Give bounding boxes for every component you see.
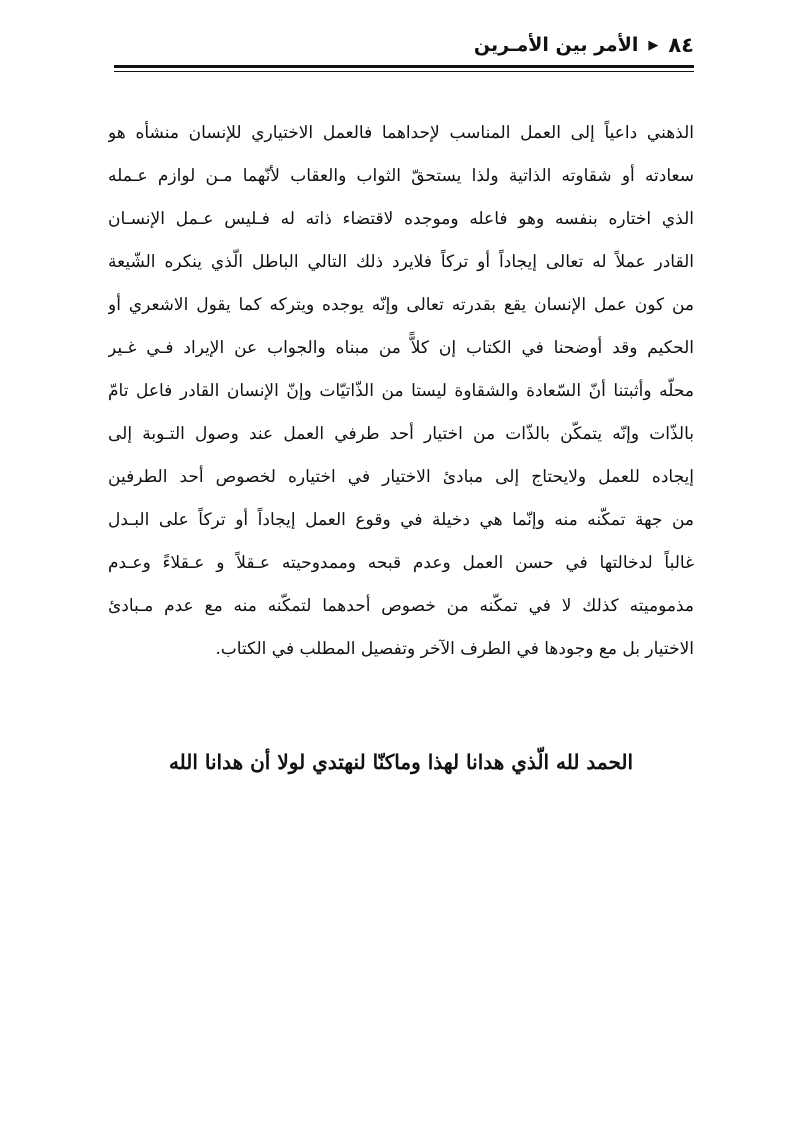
- closing-doxology: الحمد لله الّذي هدانا لهذا وماكنّا لنهتدي لولا أن هدانا الله: [168, 750, 634, 774]
- body-paragraph: [108, 112, 694, 671]
- text-line: الذي اختاره بنفسه وهو فاعله وموجده لاقتضاء ذاته له فـليس عـمل الإنسـان: [108, 209, 694, 229]
- triangle-marker-icon: ▶: [648, 37, 659, 53]
- header-rule-thick: [114, 65, 694, 68]
- text-line: من جهة تمكّنه منه وإنّما هي دخيلة في وقوع العمل إيجاداً أو تركاً على البـدل: [108, 510, 694, 530]
- text-line: غالباً لدخالتها في حسن العمل وعدم قبحه وممدوحيته عـقلاً و عـقلاءً وعـدم: [108, 553, 694, 573]
- text-line: من كون عمل الإنسان يقع بقدرته تعالى وإنّه يوجده ويتركه كما يقول الاشعري أو: [108, 295, 694, 315]
- text-line: سعادته أو شقاوته الذاتية ولذا يستحقّ الثواب والعقاب لأنّهما مـن لوازم عـمله: [108, 166, 694, 186]
- page-number: ٨٤: [668, 33, 694, 57]
- running-header: [114, 30, 694, 60]
- text-line: القادر عملاً له تعالى إيجاداً أو تركاً فلايرد ذلك التالي الباطل الّذي ينكره الشّيعة: [108, 252, 694, 272]
- text-line: بالذّات وإنّه يتمكّن بالذّات من اختيار أحد طرفي العمل عند وصول التـوبة إلى: [108, 424, 694, 444]
- text-line: محلّه وأثبتنا أنّ السّعادة والشقاوة ليستا من الذّاتيّات وإنّ الإنسان القادر فاعل تامّ: [108, 381, 694, 401]
- header-rule-thin: [114, 71, 694, 72]
- running-title: الأمر بين الأمـرين: [473, 34, 639, 56]
- text-line: الاختيار بل مع وجودها في الطرف الآخر وتفصيل المطلب في الكتاب.: [215, 639, 694, 659]
- text-line: إيجاده للعمل ولايحتاج إلى مبادئ الاختيار في اختياره لخصوص أحد الطرفين: [108, 467, 694, 487]
- text-line: الحكيم وقد أوضحنا في الكتاب إن كلاًّ من مبناه والجواب عن الإيراد فـي غـير: [108, 338, 694, 358]
- text-line: مذموميته كذلك لا في تمكّنه من خصوص أحدهما لتمكّنه منه مع عدم مـبادئ: [108, 596, 694, 616]
- text-line: الذهني داعياً إلى العمل المناسب لإحداهما فالعمل الاختياري للإنسان منشأه هو: [108, 123, 694, 143]
